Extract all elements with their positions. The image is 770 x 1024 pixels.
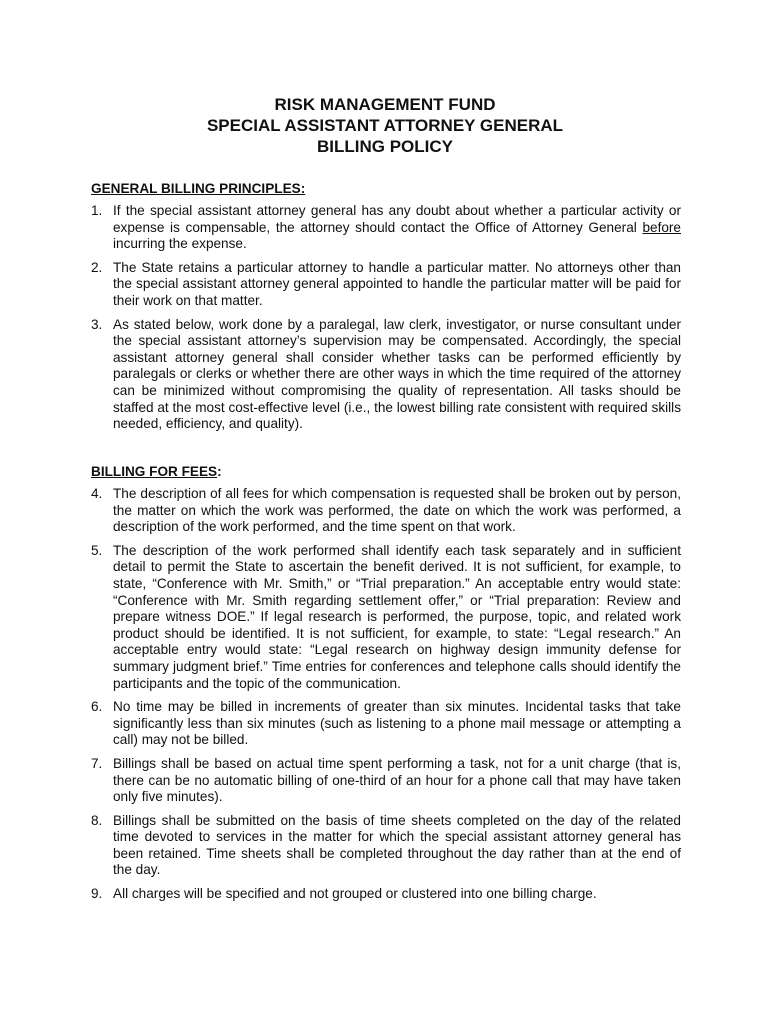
section-heading-fees [91, 463, 681, 480]
fees-list [91, 486, 681, 903]
list-item [91, 813, 681, 879]
list-item [91, 699, 681, 749]
section-heading-fees-text: BILLING FOR FEES [91, 464, 218, 479]
list-item [91, 317, 681, 433]
item-number: 5. [91, 542, 103, 558]
list-item [91, 756, 681, 806]
list-item [91, 203, 681, 253]
item-number: 7. [91, 755, 103, 771]
item-text: The State retains a particular attorney to handle a particular matter. No attorneys other than the special assistant attorney general appointed to handle the particular matter will be paid for their work on that matter. [113, 259, 681, 308]
item-text: No time may be billed in increments of greater than six minutes. Incidental tasks that take significantly less than six minutes (such as listening to a phone mail message or attempting a call) may not be billed. [113, 699, 681, 748]
item-text: All charges will be specified and not grouped or clustered into one billing charge. [113, 886, 597, 902]
section-heading-fees-suffix: : [217, 464, 222, 479]
item-text: If the special assistant attorney general has any doubt about whether a particular activity or expense is compensable, the attorney should contact the Office of Attorney General [113, 203, 681, 235]
general-principles-list [91, 203, 681, 433]
item-number: 6. [91, 699, 103, 715]
item-number: 4. [91, 486, 103, 501]
billing-for-fees-section [91, 463, 681, 910]
list-item [91, 886, 681, 903]
item-number: 3. [91, 316, 103, 332]
item-text: incurring the expense. [113, 236, 247, 252]
item-text-underlined: before [642, 219, 681, 235]
item-text: Billings shall be based on actual time spent performing a task, not for a unit charge (that is, there can be no automatic billing of one-third of an hour for a phone call that may have taken only five minutes). [113, 755, 681, 805]
section-heading-general [91, 180, 681, 197]
list-item [91, 260, 681, 310]
title-line-1: RISK MANAGEMENT FUND [274, 95, 496, 114]
item-number: 9. [91, 886, 103, 902]
item-number: 2. [91, 259, 103, 275]
title-line-2: SPECIAL ASSISTANT ATTORNEY GENERAL [206, 116, 564, 135]
list-item [91, 543, 681, 692]
item-text: Billings shall be submitted on the basis of time sheets completed on the day of the related time devoted to services in the matter for which the special assistant attorney general has been retained. Time sheets shall be completed throughout the day rather than at the end of the day. [113, 812, 681, 878]
item-number: 8. [91, 812, 103, 828]
section-heading-general-text: GENERAL BILLING PRINCIPLES: [91, 181, 306, 196]
item-number: 1. [91, 203, 103, 218]
title-line-3: BILLING POLICY [317, 137, 453, 156]
general-billing-principles-section [91, 180, 681, 440]
item-text: The description of all fees for which compensation is requested shall be broken out by person, the matter on which the work was performed, the date on which the work was performed, a description of the work performed, and the time spent on that work. [113, 486, 681, 535]
item-text: The description of the work performed shall identify each task separately and in sufficient detail to permit the State to ascertain the benefit derived. It is not sufficient, for example, to state, “Conference with Mr. Smith,” or “Trial preparation.” An acceptable entry would state: “Conference with Mr. Smith regarding settlement offer,” or “Trial preparation: Review and prepare witness DOE.” If legal research is performed, the purpose, topic, and related work product should be identified. It is not sufficient, for example, to state: “Legal research.” An acceptable entry would state: “Legal research on highway design immunity defense for summary judgment brief.” Time entries for conferences and telephone calls should identify the participants and the topic of the communication. [113, 542, 681, 691]
list-item [91, 486, 681, 536]
item-text: As stated below, work done by a paralegal, law clerk, investigator, or nurse consultant under the special assistant attorney’s supervision may be compensated. Accordingly, the special assistant attorney general shall consider whether tasks can be performed efficiently by paralegals or clerks or whether there are other ways in which the time required of the attorney can be minimized without compromising the quality of representation. All tasks should be staffed at the most cost-effective level (i.e., the lowest billing rate consistent with required skills needed, efficiency, and quality). [113, 316, 681, 432]
document-title [0, 94, 770, 157]
